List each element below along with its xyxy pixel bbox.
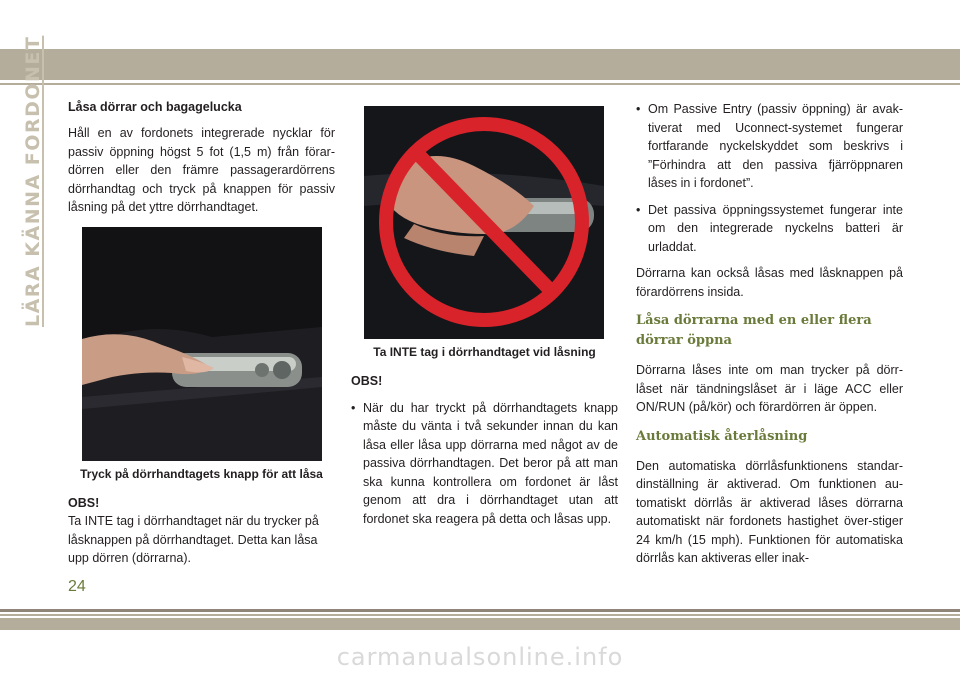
photo-caption-press-button: Tryck på dörrhandtagets knapp för att låsa [80, 466, 323, 481]
side-section-title: LÄRA KÄNNA FORDONET [22, 35, 44, 327]
note-label-2: OBS! [351, 374, 383, 388]
note-text: Ta INTE tag i dörrhandtaget när du trycker på låsknappen på dörrhandtaget. Detta kan låsa upp dörren (dörrarna). [68, 514, 319, 565]
bullet-text: När du har tryckt på dörrhandtagets knapp måste du vänta i två sekunder innan du kan låsa eller låsa upp dörrarna med något av de passiva dörrhandtagen. Det beror på att man ska kunna kontrollera om fordonet är låst genom att dra i dörrhandtaget utan att fordonet ska reagera på detta och låsas upp. [363, 400, 618, 526]
column-2 [351, 100, 618, 536]
paragraph-passive-lock: Håll en av fordonets integrerade nycklar för passiv öppning högst 5 fot (1,5 m) från förar-dörren eller den främre passagerardörrens dörrhandtag och tryck på knappen för passiv låsning på det yttre dörrhandtaget. [68, 126, 335, 214]
paragraph-lock-open-doors: Dörrarna låses inte om man trycker på dörr-låset när tändningslåset är i läge ACC eller ON/RUN (på/kör) och förardörren är öppen. [636, 363, 903, 414]
bullet-battery-discharged [636, 201, 903, 257]
bullet-wait-two-seconds [351, 399, 618, 529]
bullet-dot: • [636, 102, 641, 116]
bullet-text: Om Passive Entry (passiv öppning) är avak-tiverat med Uconnect-systemet fungerar fortfarande nyckelskyddet som beskrivs i ”Förhindra att den passiva fjärröppnaren låses in i fordonet”. [648, 102, 903, 190]
footer-rule-dark [0, 609, 960, 612]
section-heading-lock-doors: Låsa dörrar och bagagelucka [68, 100, 242, 114]
column-1 [68, 100, 335, 578]
photo-press-handle-button [82, 227, 322, 461]
bullet-text: Det passiva öppningssystemet fungerar inte om den integrerade nyckelns batteri är urladdat. [648, 202, 903, 254]
page-number: 24 [68, 578, 86, 595]
paragraph-interior-lock: Dörrarna kan också låsas med låsknappen på förardörrens insida. [636, 266, 903, 299]
section-heading-auto-relock: Automatisk återlåsning [636, 428, 808, 444]
watermark-text: carmanualsonline.info [336, 643, 624, 671]
bullet-dot: • [636, 202, 641, 217]
press-button-illustration [82, 227, 322, 461]
column-3 [636, 100, 903, 578]
footer-rule-light [0, 614, 960, 616]
note-label: OBS! [68, 495, 100, 510]
photo-caption-do-not-grab: Ta INTE tag i dörrhandtaget vid låsning [373, 345, 596, 359]
photo-do-not-grab-handle [364, 106, 604, 339]
paragraph-auto-relock: Den automatiska dörrlåsfunktionens standar-dinställning är aktiverad. Om funktionen au-tomatiskt dörrlås är aktiverad låses dörrarna automatiskt när fordonets hastighet över-stiger 24 km/h (15 mph). Funktionen för automatiska dörrlås kan aktiveras eller inak- [636, 458, 903, 565]
prohibition-illustration [364, 106, 604, 339]
bullet-dot: • [351, 400, 356, 415]
bullet-passive-entry-disabled [636, 100, 903, 193]
footer-band [0, 618, 960, 630]
header-band [0, 49, 960, 80]
header-rule [0, 83, 960, 85]
section-heading-lock-open-doors: Låsa dörrarna med en eller flera dörrar öppna [636, 313, 872, 348]
